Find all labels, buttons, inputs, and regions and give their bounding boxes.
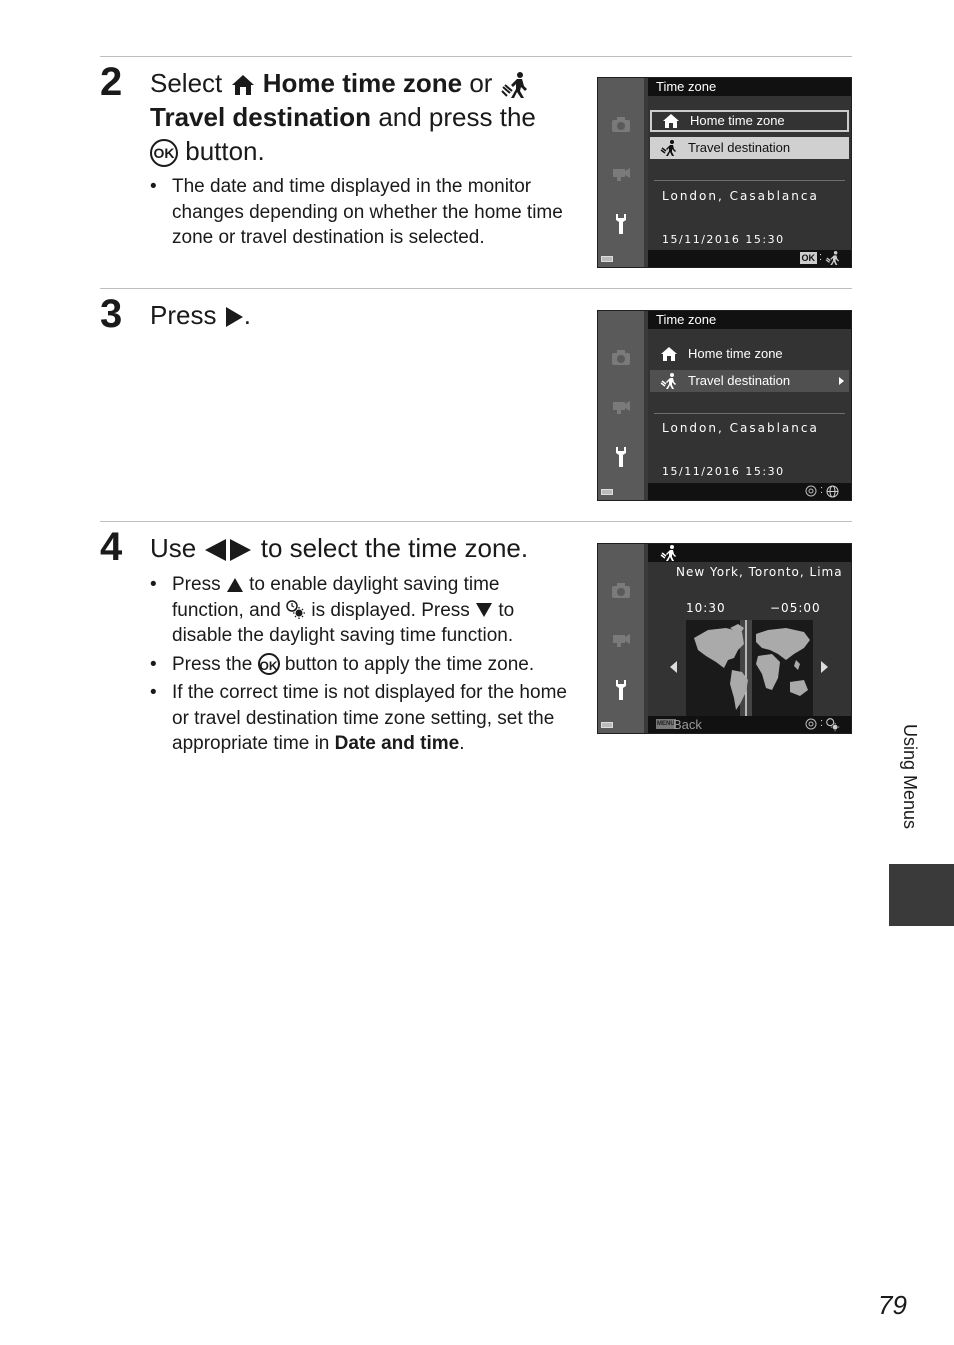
wrench-icon xyxy=(611,213,631,235)
menu-item-home-time-zone[interactable] xyxy=(650,110,849,132)
colon-text: : xyxy=(819,717,823,729)
battery-icon xyxy=(601,489,613,495)
camera-icon xyxy=(611,115,631,133)
travel-destination-label: Travel destination xyxy=(150,102,372,132)
menu-item-label: Travel destination xyxy=(688,140,791,155)
travel-icon xyxy=(660,373,678,389)
travel-icon xyxy=(660,545,678,561)
left-arrow-icon[interactable] xyxy=(670,661,678,673)
menu-sidebar xyxy=(598,544,644,733)
divider-top xyxy=(100,56,852,57)
date-time-text: 15/11/2016 15:30 xyxy=(662,465,785,478)
battery-icon xyxy=(601,256,613,262)
colon-text: : xyxy=(818,251,822,263)
menu-panel xyxy=(648,78,851,267)
screen-title: Time zone xyxy=(648,78,851,96)
colon-text: : xyxy=(819,484,823,496)
back-label[interactable]: Back xyxy=(673,717,702,732)
bullet-text: . xyxy=(459,733,465,754)
heading-text: Press xyxy=(150,300,217,330)
step-heading xyxy=(150,531,570,565)
divider xyxy=(654,413,845,414)
date-time-text: 15/11/2016 15:30 xyxy=(662,233,785,246)
bullet-item xyxy=(150,680,570,757)
ok-button-icon: OK xyxy=(801,253,815,263)
screen-titlebar xyxy=(648,544,851,562)
heading-text: Select xyxy=(150,68,223,98)
screen-title: Time zone xyxy=(648,311,851,329)
bullet-list xyxy=(150,572,570,760)
screen-footer xyxy=(648,250,851,267)
map-panel xyxy=(648,544,851,733)
location-text: New York, Toronto, Lima xyxy=(676,565,843,579)
multi-selector-icon xyxy=(805,718,817,730)
section-tab-marker xyxy=(889,864,954,926)
bullet-text: to disable the daylight saving time function. xyxy=(172,599,515,646)
wrench-icon xyxy=(611,679,631,701)
menu-item-travel-destination[interactable] xyxy=(650,137,849,159)
travel-icon xyxy=(500,71,530,99)
home-icon xyxy=(660,346,678,362)
right-arrow-icon xyxy=(224,306,244,328)
menu-item-label: Home time zone xyxy=(688,346,783,361)
camera-screen-time-zone-menu xyxy=(597,310,852,501)
left-right-arrows-icon xyxy=(203,538,253,562)
bullet-text: Press the xyxy=(172,653,253,675)
bullet-text: to enable daylight saving time function, and xyxy=(172,574,500,621)
battery-icon xyxy=(601,722,613,728)
travel-icon xyxy=(660,140,678,156)
step-heading xyxy=(150,66,570,168)
step-heading xyxy=(150,298,570,332)
bullet-item: • The date and time displayed in the monitor changes depending on whether the home time zone or travel destination is selected. xyxy=(150,174,570,251)
menu-button-icon: MENU xyxy=(657,721,675,727)
menu-item-travel-destination[interactable] xyxy=(650,370,849,392)
home-icon xyxy=(230,73,256,97)
daylight-saving-icon xyxy=(826,718,840,732)
location-text: London, Casablanca xyxy=(662,421,819,435)
home-time-zone-label: Home time zone xyxy=(262,68,463,98)
ok-button-icon: OK xyxy=(258,653,280,675)
divider xyxy=(654,180,845,181)
date-and-time-label: Date and time xyxy=(334,733,460,754)
right-arrow-icon xyxy=(839,377,844,385)
heading-text: to select the time zone. xyxy=(260,533,529,563)
travel-icon xyxy=(825,251,841,265)
movie-icon xyxy=(611,164,631,182)
section-side-label xyxy=(896,724,920,846)
world-map xyxy=(686,620,813,716)
bullet-text: is displayed. Press xyxy=(311,599,470,621)
heading-text: button. xyxy=(185,136,265,166)
ok-button-icon: OK xyxy=(150,139,178,167)
menu-sidebar xyxy=(598,78,644,267)
home-icon xyxy=(662,113,680,129)
heading-text: or xyxy=(469,68,493,98)
multi-selector-icon xyxy=(805,485,817,497)
right-arrow-icon[interactable] xyxy=(820,661,828,673)
step-number: 4 xyxy=(100,525,123,569)
bullet-text: Press xyxy=(172,574,221,595)
divider-step4 xyxy=(100,521,852,522)
bullet-item xyxy=(150,572,570,649)
bullet-text: button to apply the time zone. xyxy=(284,653,535,675)
step-number: 2 xyxy=(100,60,123,104)
bullet-list xyxy=(150,174,570,254)
camera-screen-time-zone-menu xyxy=(597,77,852,268)
menu-sidebar xyxy=(598,311,644,500)
wrench-icon xyxy=(611,446,631,468)
menu-item-label: Home time zone xyxy=(690,113,785,128)
screen-footer xyxy=(648,483,851,500)
heading-text: Use xyxy=(150,533,197,563)
bullet-text: If the correct time is not displayed for the home or travel destination time zone setting, set the appropriate time in xyxy=(172,682,567,754)
location-text: London, Casablanca xyxy=(662,189,819,203)
camera-icon xyxy=(611,581,631,599)
utc-offset-text: −05:00 xyxy=(770,601,821,615)
section-side-label-text: Using Menus xyxy=(900,724,920,830)
down-arrow-icon xyxy=(475,602,493,618)
camera-screen-world-map xyxy=(597,543,852,734)
page-number: 79 xyxy=(878,1290,907,1320)
time-text: 10:30 xyxy=(686,601,726,615)
heading-text: . xyxy=(243,300,251,330)
divider-step3 xyxy=(100,288,852,289)
globe-icon xyxy=(826,485,839,498)
daylight-saving-icon xyxy=(286,600,306,620)
menu-item-home-time-zone[interactable] xyxy=(650,343,849,365)
up-arrow-icon xyxy=(226,577,244,593)
step-number: 3 xyxy=(100,292,123,336)
movie-icon xyxy=(611,397,631,415)
menu-panel xyxy=(648,311,851,500)
camera-icon xyxy=(611,348,631,366)
bullet-item xyxy=(150,652,570,678)
screen-footer xyxy=(648,716,851,733)
movie-icon xyxy=(611,630,631,648)
heading-text: and press the xyxy=(378,102,536,132)
menu-item-label: Travel destination xyxy=(688,373,791,388)
